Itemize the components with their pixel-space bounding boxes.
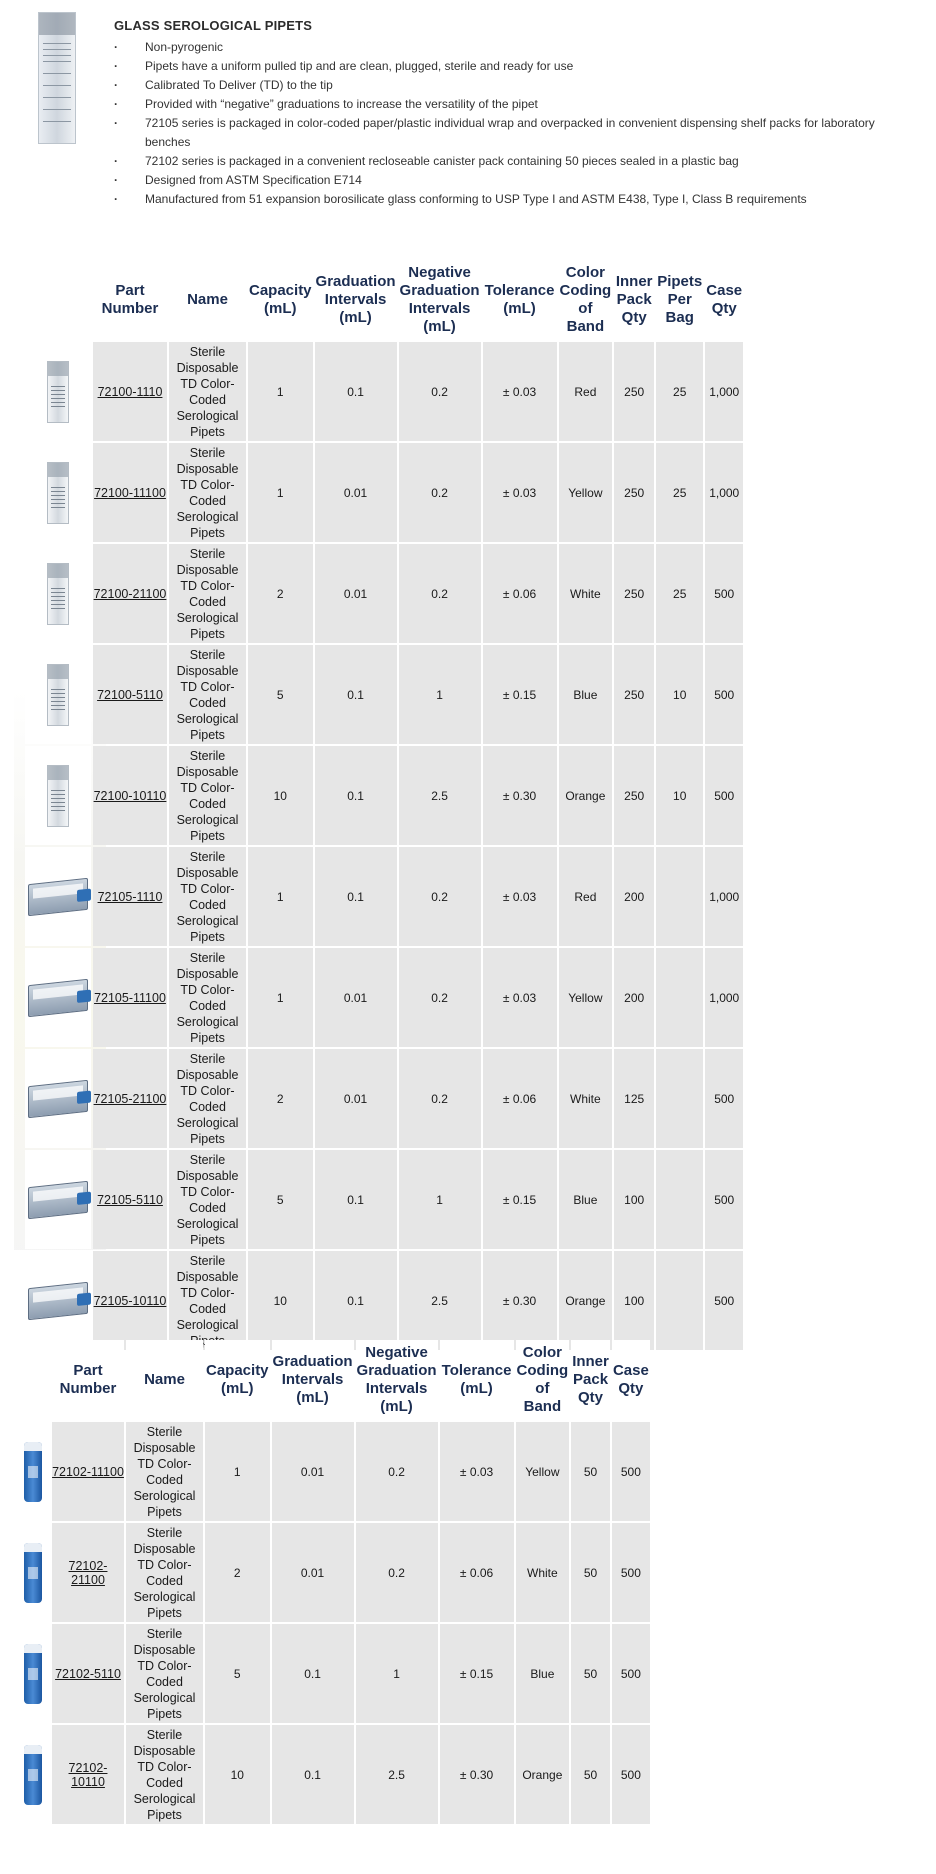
table-row: [16, 1523, 650, 1622]
capacity-cell: 2: [248, 544, 313, 643]
pipet-image: [47, 664, 69, 726]
feature-item: · 72105 series is packaged in color-coded paper/plastic individual wrap and overpacked in convenient dispensing shelf packs for laboratory benches: [114, 114, 914, 152]
table-row: [25, 746, 743, 845]
tolerance-cell: ± 0.30: [440, 1725, 514, 1824]
part-number-cell: [93, 847, 167, 946]
color-band-cell: Orange: [516, 1725, 570, 1824]
inner-pack-cell: 50: [571, 1422, 610, 1521]
product-thumbnail-cell: [25, 443, 91, 542]
part-number-link[interactable]: 72102-10110: [68, 1760, 108, 1789]
part-number-link[interactable]: 72102-11100: [52, 1464, 124, 1479]
color-band-cell: Yellow: [559, 948, 613, 1047]
part-number-cell: [93, 1251, 167, 1350]
table-row: [25, 443, 743, 542]
name-cell: Sterile Disposable TD Color-Coded Serological Pipets: [169, 544, 246, 643]
graduation-cell: 0.1: [315, 645, 397, 744]
tolerance-cell: ± 0.03: [483, 847, 557, 946]
header-image: [16, 1340, 50, 1420]
feature-list: [114, 38, 914, 209]
part-number-cell: [93, 948, 167, 1047]
pipets-per-bag-cell: 25: [656, 443, 703, 542]
graduation-cell: 0.01: [315, 544, 397, 643]
part-number-link[interactable]: 72102-5110: [55, 1666, 121, 1681]
case-qty-cell: 500: [705, 1049, 743, 1148]
product-image: [38, 12, 76, 144]
header-tolerance: Tolerance (mL): [440, 1340, 514, 1420]
header-tolerance: Tolerance (mL): [483, 260, 557, 340]
part-number-link[interactable]: 72102-21100: [68, 1558, 108, 1587]
capacity-cell: 1: [248, 342, 313, 441]
negative-graduation-cell: 2.5: [399, 746, 481, 845]
box-image: [28, 877, 88, 915]
negative-graduation-cell: 1: [356, 1624, 438, 1723]
tolerance-cell: ± 0.03: [483, 342, 557, 441]
product-header: [0, 0, 936, 230]
part-number-cell: [93, 645, 167, 744]
negative-graduation-cell: 0.2: [399, 342, 481, 441]
header-capacity: Capacity (mL): [248, 260, 313, 340]
part-number-link[interactable]: 72100-11100: [94, 485, 166, 500]
pipet-image: [47, 563, 69, 625]
header-name: Name: [169, 260, 246, 340]
case-qty-cell: 500: [612, 1422, 650, 1521]
graduation-cell: 0.1: [315, 746, 397, 845]
graduation-cell: 0.01: [272, 1523, 354, 1622]
part-number-link[interactable]: 72100-10110: [93, 788, 167, 803]
table-row: [25, 1251, 743, 1350]
capacity-cell: 1: [248, 443, 313, 542]
inner-pack-cell: 250: [614, 544, 654, 643]
part-number-link[interactable]: 72105-10110: [93, 1293, 167, 1308]
color-band-cell: Orange: [559, 1251, 613, 1350]
name-cell: Sterile Disposable TD Color-Coded Serological Pipets: [169, 1150, 246, 1249]
product-thumbnail-cell: [25, 1150, 91, 1249]
header-color-coding: Color Coding of Band: [516, 1340, 570, 1420]
table-row: [25, 1150, 743, 1249]
inner-pack-cell: 250: [614, 645, 654, 744]
product-thumbnail-cell: [25, 342, 91, 441]
inner-pack-cell: 50: [571, 1624, 610, 1723]
inner-pack-cell: 50: [571, 1725, 610, 1824]
graduation-cell: 0.01: [272, 1422, 354, 1521]
part-number-cell: [93, 1049, 167, 1148]
part-number-link[interactable]: 72105-11100: [94, 990, 166, 1005]
tolerance-cell: ± 0.15: [483, 645, 557, 744]
feature-item: · Designed from ASTM Specification E714: [114, 171, 914, 190]
case-qty-cell: 1,000: [705, 443, 743, 542]
color-band-cell: Red: [559, 342, 613, 441]
pipets-per-bag-cell: [656, 1150, 703, 1249]
feature-item: · Non-pyrogenic: [114, 38, 914, 57]
feature-item: · 72102 series is packaged in a convenient recloseable canister pack containing 50 pieces sealed in a plastic bag: [114, 152, 914, 171]
name-cell: Sterile Disposable TD Color-Coded Serological: [169, 1251, 246, 1350]
product-thumbnail-cell: [25, 1049, 91, 1148]
name-cell: Sterile Disposable TD Color-Coded Serological Pipets: [169, 342, 246, 441]
tolerance-cell: ± 0.15: [440, 1624, 514, 1723]
graduation-cell: 0.01: [315, 948, 397, 1047]
part-number-cell: [93, 342, 167, 441]
part-number-link[interactable]: 72100-1110: [97, 384, 163, 399]
graduation-cell: 0.1: [315, 1251, 397, 1350]
negative-graduation-cell: 0.2: [356, 1422, 438, 1521]
name-cell: Sterile Disposable TD Color-Coded Serological Pipets: [126, 1725, 203, 1824]
name-cell: Sterile Disposable TD Color-Coded Serological Pipets: [169, 645, 246, 744]
pipets-per-bag-cell: [656, 948, 703, 1047]
capacity-cell: 10: [205, 1725, 270, 1824]
header-part-number: Part Number: [52, 1340, 124, 1420]
feature-item: · Calibrated To Deliver (TD) to the tip: [114, 76, 914, 95]
pipets-per-bag-cell: 10: [656, 746, 703, 845]
header-case-qty: Case Qty: [705, 260, 743, 340]
negative-graduation-cell: 0.2: [399, 847, 481, 946]
table-row: [25, 847, 743, 946]
product-thumbnail-cell: [25, 746, 91, 845]
box-image: [28, 1180, 88, 1218]
negative-graduation-cell: 0.2: [399, 1049, 481, 1148]
inner-pack-cell: 250: [614, 443, 654, 542]
table-row: [16, 1624, 650, 1723]
pipet-image: [47, 765, 69, 827]
pipets-per-bag-cell: 25: [656, 342, 703, 441]
product-thumbnail-cell: [16, 1422, 50, 1521]
color-band-cell: White: [516, 1523, 570, 1622]
header-graduation: Graduation Intervals (mL): [272, 1340, 354, 1420]
negative-graduation-cell: 0.2: [356, 1523, 438, 1622]
name-cell: Sterile Disposable TD Color-Coded Serological Pipets: [126, 1624, 203, 1723]
header-name: Name: [126, 1340, 203, 1420]
inner-pack-cell: 250: [614, 342, 654, 441]
graduation-cell: 0.01: [315, 1049, 397, 1148]
canister-image: [24, 1745, 42, 1805]
header-case-qty: Case Qty: [612, 1340, 650, 1420]
part-number-link[interactable]: 72105-21100: [93, 1091, 167, 1106]
part-number-link[interactable]: 72105-1110: [97, 889, 163, 904]
case-qty-cell: 500: [612, 1624, 650, 1723]
negative-graduation-cell: 1: [399, 645, 481, 744]
negative-graduation-cell: 2.5: [399, 1251, 481, 1350]
pipets-per-bag-cell: [656, 1251, 703, 1350]
product-table-72102: [14, 1338, 652, 1826]
tolerance-cell: ± 0.06: [440, 1523, 514, 1622]
capacity-cell: 10: [248, 1251, 313, 1350]
product-thumbnail-cell: [25, 544, 91, 643]
part-number-link[interactable]: 72100-5110: [97, 687, 163, 702]
color-band-cell: Blue: [559, 1150, 613, 1249]
header-image: [25, 260, 91, 340]
header-part-number: Part Number: [93, 260, 167, 340]
inner-pack-cell: 200: [614, 847, 654, 946]
canister-image: [24, 1543, 42, 1603]
negative-graduation-cell: 2.5: [356, 1725, 438, 1824]
product-table-72100-72105: [23, 258, 745, 1352]
part-number-cell: [52, 1523, 124, 1622]
pipet-image: [47, 361, 69, 423]
feature-item: · Manufactured from 51 expansion borosilicate glass conforming to USP Type I and ASTM E438, Type I, Class B requirements: [114, 190, 914, 209]
case-qty-cell: 500: [612, 1523, 650, 1622]
negative-graduation-cell: 1: [399, 1150, 481, 1249]
case-qty-cell: 1,000: [705, 948, 743, 1047]
header-negative-graduation: Negative Graduation Intervals (mL): [356, 1340, 438, 1420]
product-thumbnail-cell: [16, 1624, 50, 1723]
tolerance-cell: ± 0.03: [483, 948, 557, 1047]
table-row: [16, 1725, 650, 1824]
part-number-cell: [93, 746, 167, 845]
name-cell: Sterile Disposable TD Color-Coded Serological Pipets: [169, 948, 246, 1047]
name-cell: Sterile Disposable TD Color-Coded Serological Pipets: [169, 443, 246, 542]
part-number-cell: [52, 1725, 124, 1824]
header-capacity: Capacity (mL): [205, 1340, 270, 1420]
header-negative-graduation: Negative Graduation Intervals (mL): [399, 260, 481, 340]
pipets-per-bag-cell: 10: [656, 645, 703, 744]
capacity-cell: 1: [248, 948, 313, 1047]
name-cell: Sterile Disposable TD Color-Coded Serological Pipets: [126, 1523, 203, 1622]
negative-graduation-cell: 0.2: [399, 544, 481, 643]
tolerance-cell: ± 0.03: [483, 443, 557, 542]
color-band-cell: Blue: [559, 645, 613, 744]
color-band-cell: Red: [559, 847, 613, 946]
capacity-cell: 5: [205, 1624, 270, 1723]
inner-pack-cell: 125: [614, 1049, 654, 1148]
part-number-link[interactable]: 72105-5110: [97, 1192, 163, 1207]
inner-pack-cell: 100: [614, 1150, 654, 1249]
color-band-cell: Orange: [559, 746, 613, 845]
box-image: [28, 1079, 88, 1117]
product-thumbnail-cell: [16, 1725, 50, 1824]
canister-image: [24, 1442, 42, 1502]
tolerance-cell: ± 0.30: [483, 1251, 557, 1350]
graduation-cell: 0.01: [315, 443, 397, 542]
graduation-cell: 0.1: [315, 342, 397, 441]
product-thumbnail-cell: [25, 1251, 91, 1350]
product-thumbnail-cell: [25, 948, 91, 1047]
name-cell: Sterile Disposable TD Color-Coded Serological Pipets: [169, 847, 246, 946]
tolerance-cell: ± 0.06: [483, 1049, 557, 1148]
inner-pack-cell: 200: [614, 948, 654, 1047]
graduation-cell: 0.1: [272, 1725, 354, 1824]
case-qty-cell: 500: [705, 1251, 743, 1350]
capacity-cell: 5: [248, 1150, 313, 1249]
case-qty-cell: 500: [705, 1150, 743, 1249]
inner-pack-cell: 50: [571, 1523, 610, 1622]
color-band-cell: Blue: [516, 1624, 570, 1723]
case-qty-cell: 500: [612, 1725, 650, 1824]
case-qty-cell: 500: [705, 746, 743, 845]
inner-pack-cell: 250: [614, 746, 654, 845]
table-row: [16, 1422, 650, 1521]
inner-pack-cell: 100: [614, 1251, 654, 1350]
product-thumbnail-cell: [25, 847, 91, 946]
capacity-cell: 10: [248, 746, 313, 845]
graduation-cell: 0.1: [315, 847, 397, 946]
case-qty-cell: 500: [705, 544, 743, 643]
canister-image: [24, 1644, 42, 1704]
negative-graduation-cell: 0.2: [399, 443, 481, 542]
name-cell: Sterile Disposable TD Color-Coded Serological Pipets: [169, 1049, 246, 1148]
tolerance-cell: ± 0.03: [440, 1422, 514, 1521]
box-image: [28, 978, 88, 1016]
color-band-cell: White: [559, 1049, 613, 1148]
header-color-coding: Color Coding of Band: [559, 260, 613, 340]
part-number-cell: [52, 1422, 124, 1521]
header-graduation: Graduation Intervals (mL): [315, 260, 397, 340]
capacity-cell: 2: [205, 1523, 270, 1622]
color-band-cell: Yellow: [516, 1422, 570, 1521]
part-number-cell: [93, 1150, 167, 1249]
graduation-cell: 0.1: [272, 1624, 354, 1723]
box-image: [28, 1281, 88, 1319]
color-band-cell: Yellow: [559, 443, 613, 542]
product-thumbnail-cell: [25, 645, 91, 744]
feature-item: · Provided with “negative” graduations to increase the versatility of the pipet: [114, 95, 914, 114]
part-number-cell: [52, 1624, 124, 1723]
feature-item: · Pipets have a uniform pulled tip and are clean, plugged, sterile and ready for use: [114, 57, 914, 76]
capacity-cell: 2: [248, 1049, 313, 1148]
part-number-cell: [93, 443, 167, 542]
case-qty-cell: 1,000: [705, 342, 743, 441]
capacity-cell: 1: [248, 847, 313, 946]
pipets-per-bag-cell: [656, 847, 703, 946]
table-row: [25, 948, 743, 1047]
graduation-cell: 0.1: [315, 1150, 397, 1249]
negative-graduation-cell: 0.2: [399, 948, 481, 1047]
table-row: [25, 1049, 743, 1148]
case-qty-cell: 500: [705, 645, 743, 744]
capacity-cell: 1: [205, 1422, 270, 1521]
table-row: [25, 544, 743, 643]
pipets-per-bag-cell: 25: [656, 544, 703, 643]
color-band-cell: White: [559, 544, 613, 643]
pipets-per-bag-cell: [656, 1049, 703, 1148]
table-row: [25, 342, 743, 441]
pipet-image: [47, 462, 69, 524]
header-pipets-per-bag: Pipets Per Bag: [656, 260, 703, 340]
capacity-cell: 5: [248, 645, 313, 744]
tolerance-cell: ± 0.06: [483, 544, 557, 643]
part-number-cell: [93, 544, 167, 643]
case-qty-cell: 1,000: [705, 847, 743, 946]
product-thumbnail-cell: [16, 1523, 50, 1622]
part-number-link[interactable]: 72100-21100: [93, 586, 167, 601]
product-title: GLASS SEROLOGICAL PIPETS: [114, 18, 313, 33]
table-row: [25, 645, 743, 744]
name-cell: Sterile Disposable TD Color-Coded Serological Pipets: [126, 1422, 203, 1521]
header-inner-pack: Inner Pack Qty: [614, 260, 654, 340]
name-cell: Sterile Disposable TD Color-Coded Serological Pipets: [169, 746, 246, 845]
tolerance-cell: ± 0.15: [483, 1150, 557, 1249]
tolerance-cell: ± 0.30: [483, 746, 557, 845]
header-inner-pack: Inner Pack Qty: [571, 1340, 610, 1420]
